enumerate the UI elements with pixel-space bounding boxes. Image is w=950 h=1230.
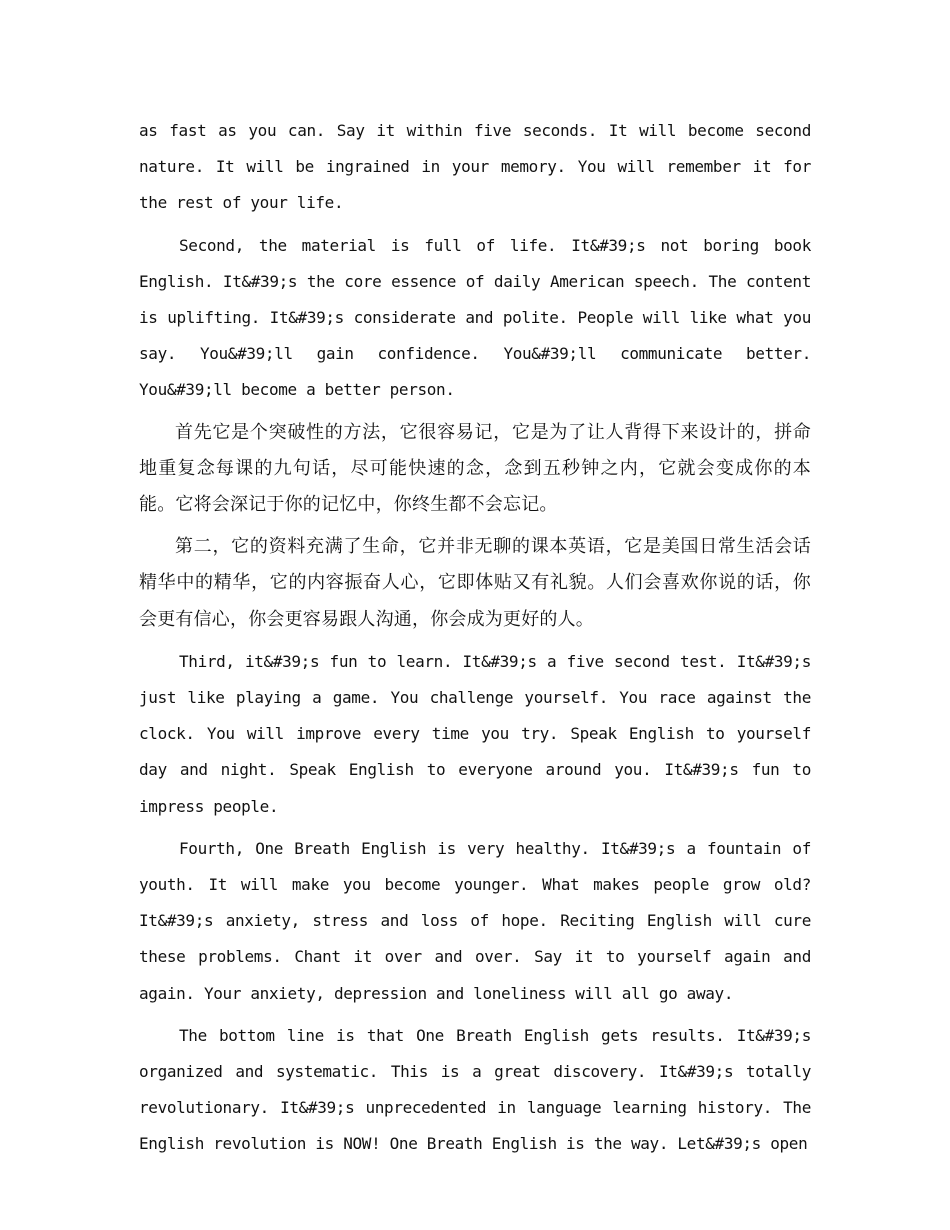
paragraph-2: Second, the material is full of life. It&#39;s not boring book English. It&#39;s the core essence of daily American speech. The content is uplifting. It&#39;s considerate and polite. People will like what you say. You&#39;ll gain confidence. You&#39;ll communicate better. You&#39;ll become a better person.: [139, 235, 811, 400]
paragraph-3-chinese: 首先它是个突破性的方法，它很容易记，它是为了让人背得下来设计的，拼命地重复念每课的九句话，尽可能快速的念，念到五秒钟之内，它就会变成你的本能。它将会深记于你的记忆中，你终生都不会忘记。: [139, 421, 811, 516]
document-page: [139, 113, 811, 1169]
paragraph-7: The bottom line is that One Breath English gets results. It&#39;s organized and systematic. This is a great discovery. It&#39;s totally revolutionary. It&#39;s unprecedented in language learning history. The English revolution is NOW! One Breath English is the way. Let&#39;s open: [139, 1025, 811, 1154]
paragraph-5: Third, it&#39;s fun to learn. It&#39;s a five second test. It&#39;s just like playing a game. You challenge yourself. You race against the clock. You will improve every time you try. Speak English to yourself day and night. Speak English to everyone around you. It&#39;s fun to impress people.: [139, 651, 811, 816]
paragraph-6: Fourth, One Breath English is very healthy. It&#39;s a fountain of youth. It will make you become younger. What makes people grow old? It&#39;s anxiety, stress and loss of hope. Reciting English will cure these problems. Chant it over and over. Say it to yourself again and again. Your anxiety, depression and loneliness will all go away.: [139, 838, 811, 1003]
paragraph-1: as fast as you can. Say it within five seconds. It will become second nature. It will be ingrained in your memory. You will remember it for the rest of your life.: [139, 121, 811, 213]
paragraph-4-chinese: 第二，它的资料充满了生命，它并非无聊的课本英语，它是美国日常生活会话精华中的精华，它的内容振奋人心，它即体贴又有礼貌。人们会喜欢你说的话，你会更有信心，你会更容易跟人沟通，你会成为更好的人。: [139, 536, 811, 630]
